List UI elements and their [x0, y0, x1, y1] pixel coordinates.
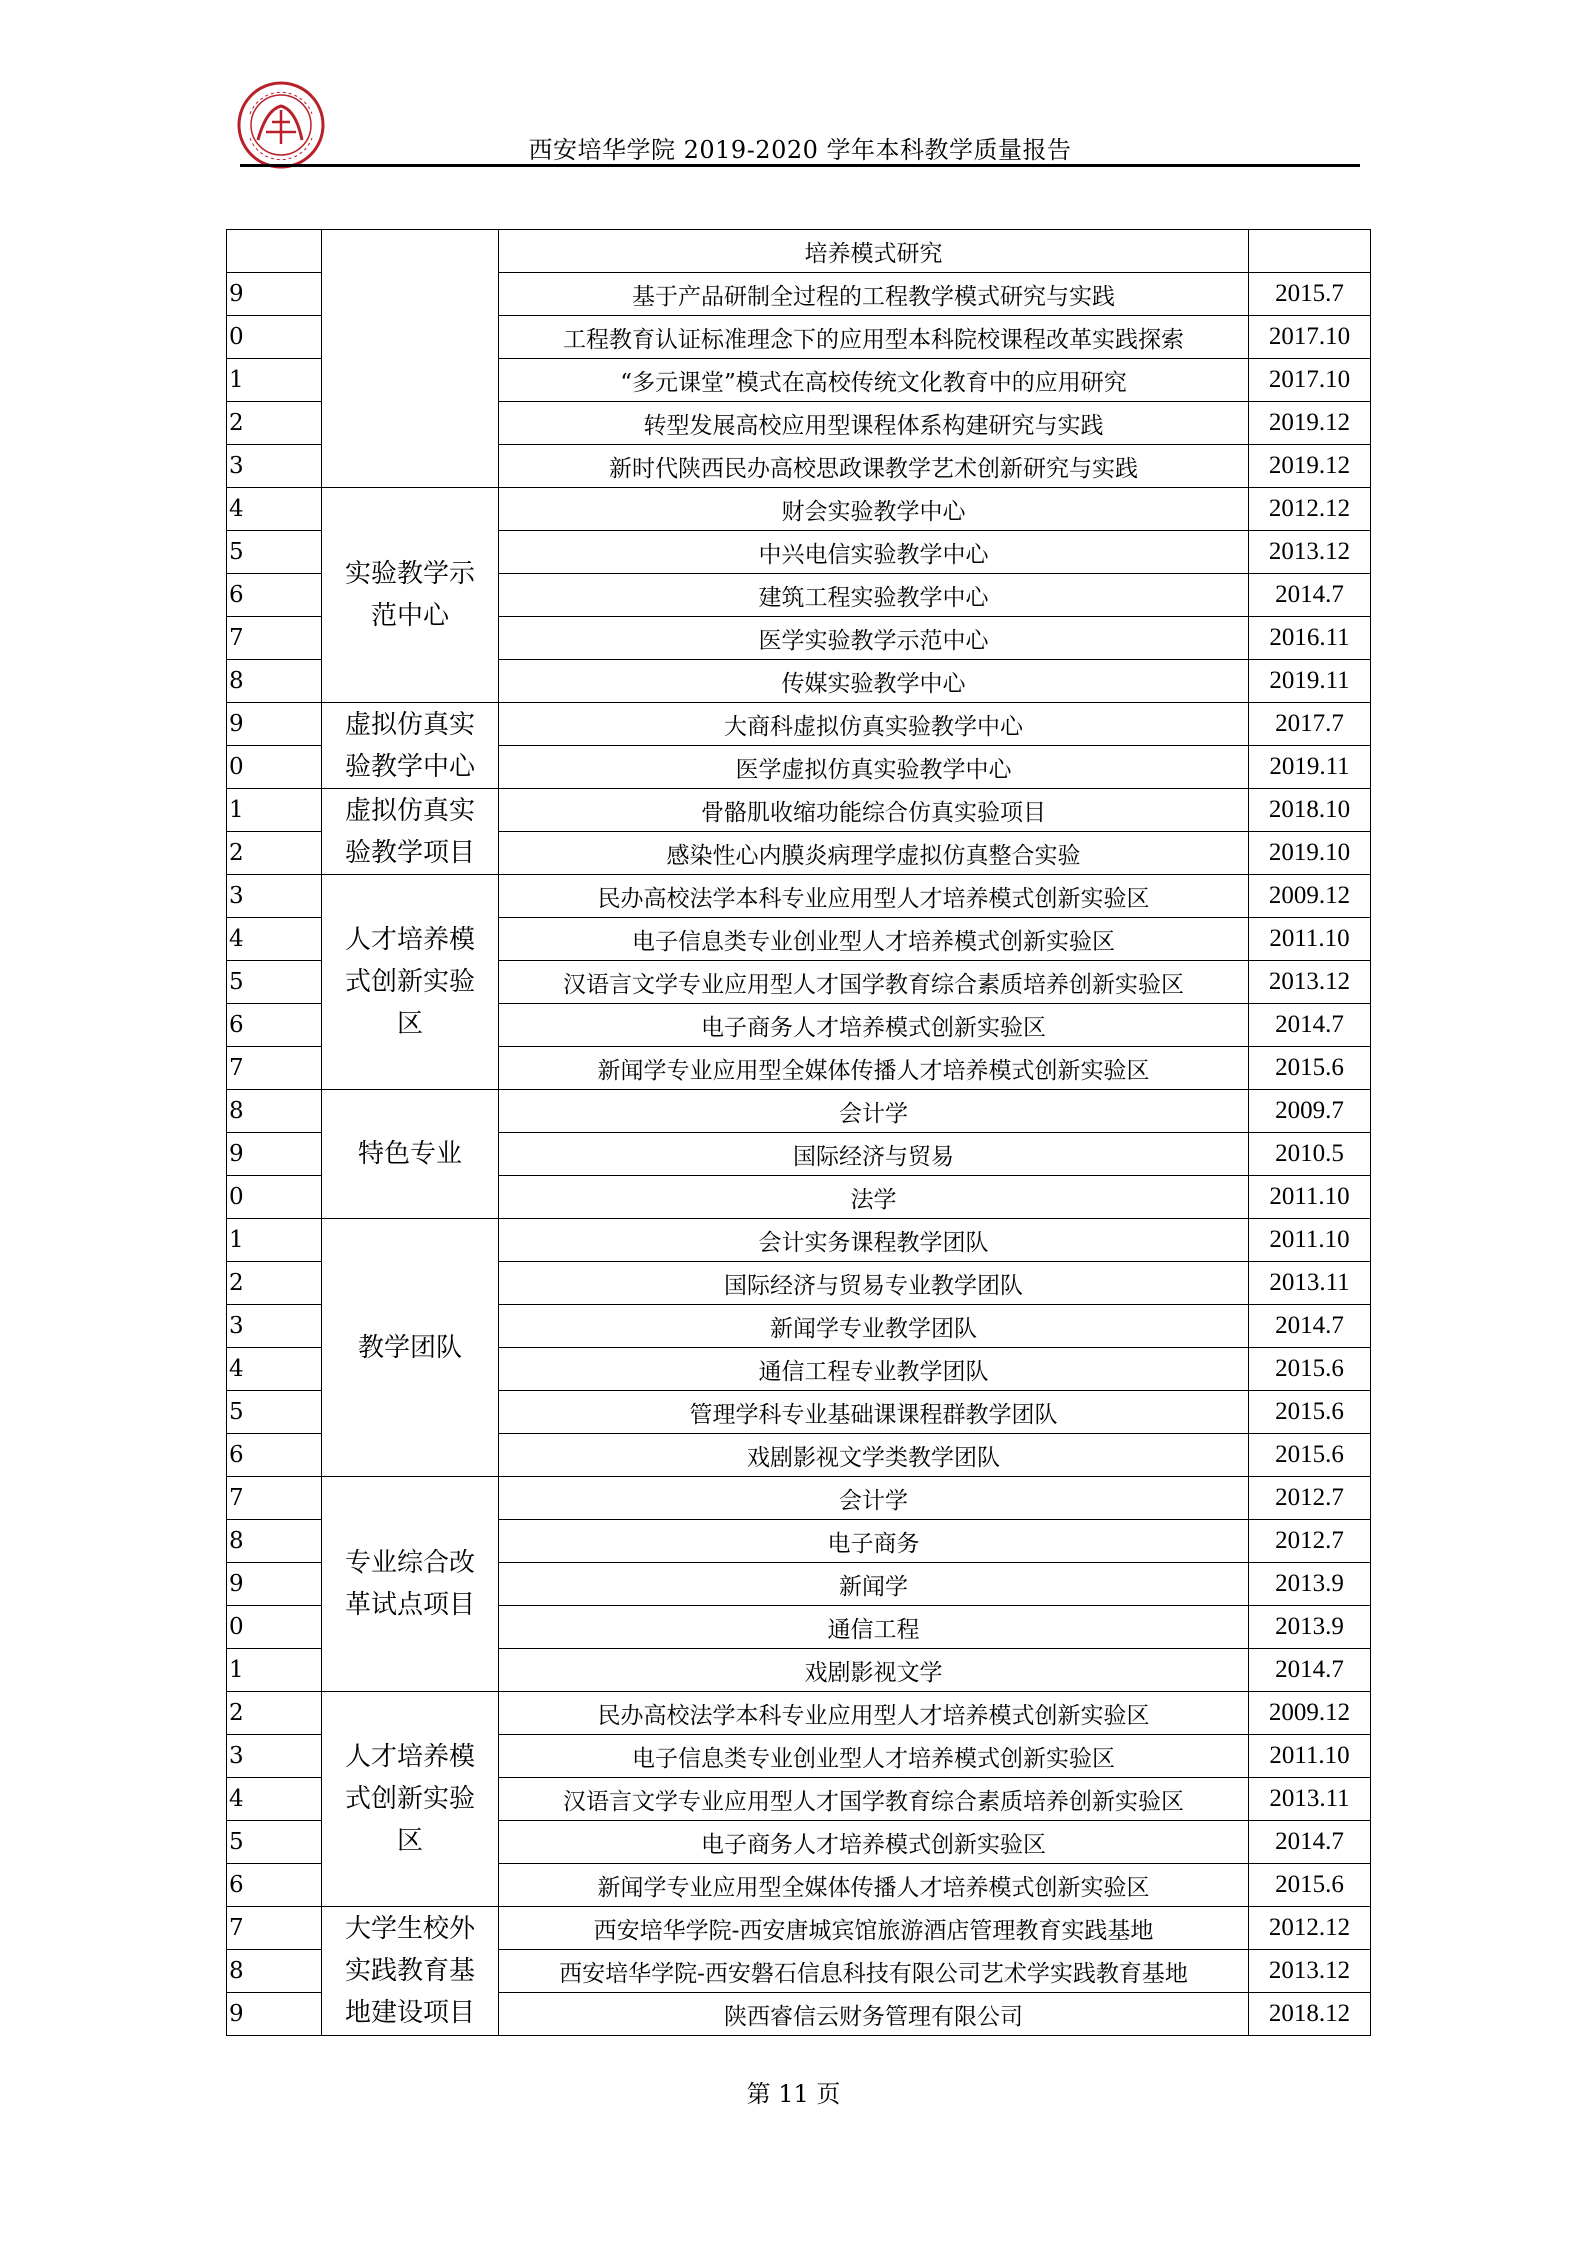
approval-date-cell: 2011.10	[1249, 1219, 1371, 1262]
approval-date-cell: 2013.12	[1249, 531, 1371, 574]
row-number-cell: 2	[227, 402, 322, 445]
row-number-cell: 9	[227, 703, 322, 746]
row-number-cell: 9	[227, 1993, 322, 2036]
approval-date-cell: 2018.10	[1249, 789, 1371, 832]
approval-date-cell: 2011.10	[1249, 1735, 1371, 1778]
row-number-cell: 4	[227, 1348, 322, 1391]
project-name-cell: 戏剧影视文学	[499, 1649, 1249, 1692]
table-row	[227, 1219, 1371, 1262]
row-number-cell: 7	[227, 617, 322, 660]
project-name-cell: 国际经济与贸易专业教学团队	[499, 1262, 1249, 1305]
header-divider	[240, 164, 1360, 167]
report-header-title: 西安培华学院 2019-2020 学年本科教学质量报告	[528, 136, 1072, 164]
row-number-cell: 3	[227, 1735, 322, 1778]
project-name-cell: 民办高校法学本科专业应用型人才培养模式创新实验区	[499, 1692, 1249, 1735]
project-name-cell: 新闻学专业教学团队	[499, 1305, 1249, 1348]
approval-date-cell: 2019.11	[1249, 660, 1371, 703]
project-name-cell: 电子商务人才培养模式创新实验区	[499, 1004, 1249, 1047]
table-row	[227, 488, 1371, 531]
row-number-cell: 4	[227, 918, 322, 961]
row-number-cell: 8	[227, 660, 322, 703]
approval-date-cell: 2011.10	[1249, 918, 1371, 961]
project-name-cell: 陕西睿信云财务管理有限公司	[499, 1993, 1249, 2036]
project-name-cell: 新闻学专业应用型全媒体传播人才培养模式创新实验区	[499, 1864, 1249, 1907]
approval-date-cell: 2009.7	[1249, 1090, 1371, 1133]
category-cell: 人才培养模式创新实验区	[322, 1692, 499, 1907]
row-number-cell: 9	[227, 1563, 322, 1606]
row-number-cell: 6	[227, 574, 322, 617]
project-name-cell: 培养模式研究	[499, 230, 1249, 273]
project-name-cell: 会计实务课程教学团队	[499, 1219, 1249, 1262]
approval-date-cell: 2012.12	[1249, 1907, 1371, 1950]
approval-date-cell: 2009.12	[1249, 875, 1371, 918]
table-row	[227, 875, 1371, 918]
category-cell: 实验教学示范中心	[322, 488, 499, 703]
approval-date-cell: 2014.7	[1249, 1004, 1371, 1047]
project-name-cell: 工程教育认证标准理念下的应用型本科院校课程改革实践探索	[499, 316, 1249, 359]
row-number-cell: 3	[227, 1305, 322, 1348]
approval-date-cell: 2018.12	[1249, 1993, 1371, 2036]
project-name-cell: 汉语言文学专业应用型人才国学教育综合素质培养创新实验区	[499, 961, 1249, 1004]
row-number-cell: 1	[227, 789, 322, 832]
approval-date-cell: 2009.12	[1249, 1692, 1371, 1735]
row-number-cell: 1	[227, 359, 322, 402]
approval-date-cell: 2014.7	[1249, 1649, 1371, 1692]
table-row	[227, 230, 1371, 273]
project-name-cell: 汉语言文学专业应用型人才国学教育综合素质培养创新实验区	[499, 1778, 1249, 1821]
category-cell	[322, 230, 499, 488]
project-name-cell: 建筑工程实验教学中心	[499, 574, 1249, 617]
project-name-cell: 中兴电信实验教学中心	[499, 531, 1249, 574]
row-number-cell: 9	[227, 1133, 322, 1176]
project-name-cell: 医学实验教学示范中心	[499, 617, 1249, 660]
project-name-cell: 电子信息类专业创业型人才培养模式创新实验区	[499, 1735, 1249, 1778]
achievement-table-body	[227, 230, 1371, 2036]
project-name-cell: 新闻学专业应用型全媒体传播人才培养模式创新实验区	[499, 1047, 1249, 1090]
row-number-cell: 2	[227, 832, 322, 875]
project-name-cell: 国际经济与贸易	[499, 1133, 1249, 1176]
approval-date-cell: 2014.7	[1249, 1305, 1371, 1348]
project-name-cell: 大商科虚拟仿真实验教学中心	[499, 703, 1249, 746]
approval-date-cell: 2013.9	[1249, 1606, 1371, 1649]
row-number-cell: 6	[227, 1864, 322, 1907]
project-name-cell: 财会实验教学中心	[499, 488, 1249, 531]
project-name-cell: 会计学	[499, 1090, 1249, 1133]
table-row	[227, 1090, 1371, 1133]
row-number-cell: 0	[227, 1606, 322, 1649]
approval-date-cell: 2019.12	[1249, 402, 1371, 445]
row-number-cell: 0	[227, 746, 322, 789]
approval-date-cell: 2012.12	[1249, 488, 1371, 531]
row-number-cell: 3	[227, 445, 322, 488]
approval-date-cell: 2015.6	[1249, 1864, 1371, 1907]
row-number-cell: 7	[227, 1047, 322, 1090]
project-name-cell: 新闻学	[499, 1563, 1249, 1606]
approval-date-cell: 2013.12	[1249, 1950, 1371, 1993]
approval-date-cell: 2012.7	[1249, 1477, 1371, 1520]
row-number-cell: 9	[227, 273, 322, 316]
category-cell: 专业综合改革试点项目	[322, 1477, 499, 1692]
row-number-cell: 0	[227, 316, 322, 359]
category-cell: 特色专业	[322, 1090, 499, 1219]
project-name-cell: “多元课堂”模式在高校传统文化教育中的应用研究	[499, 359, 1249, 402]
table-row	[227, 1692, 1371, 1735]
category-cell: 教学团队	[322, 1219, 499, 1477]
row-number-cell: 8	[227, 1090, 322, 1133]
approval-date-cell: 2019.12	[1249, 445, 1371, 488]
approval-date-cell: 2016.11	[1249, 617, 1371, 660]
approval-date-cell: 2019.10	[1249, 832, 1371, 875]
project-name-cell: 通信工程专业教学团队	[499, 1348, 1249, 1391]
row-number-cell: 2	[227, 1692, 322, 1735]
approval-date-cell	[1249, 230, 1371, 273]
category-cell: 虚拟仿真实验教学项目	[322, 789, 499, 875]
project-name-cell: 戏剧影视文学类教学团队	[499, 1434, 1249, 1477]
row-number-cell: 4	[227, 1778, 322, 1821]
page-number: 第 11 页	[746, 2080, 841, 2108]
approval-date-cell: 2011.10	[1249, 1176, 1371, 1219]
category-cell: 人才培养模式创新实验区	[322, 875, 499, 1090]
project-name-cell: 西安培华学院-西安磐石信息科技有限公司艺术学实践教育基地	[499, 1950, 1249, 1993]
approval-date-cell: 2015.6	[1249, 1434, 1371, 1477]
row-number-cell: 7	[227, 1477, 322, 1520]
approval-date-cell: 2015.6	[1249, 1391, 1371, 1434]
project-name-cell: 感染性心内膜炎病理学虚拟仿真整合实验	[499, 832, 1249, 875]
row-number-cell: 1	[227, 1649, 322, 1692]
approval-date-cell: 2017.10	[1249, 359, 1371, 402]
approval-date-cell: 2014.7	[1249, 1821, 1371, 1864]
category-cell: 虚拟仿真实验教学中心	[322, 703, 499, 789]
project-name-cell: 医学虚拟仿真实验教学中心	[499, 746, 1249, 789]
row-number-cell: 5	[227, 1391, 322, 1434]
approval-date-cell: 2012.7	[1249, 1520, 1371, 1563]
approval-date-cell: 2015.6	[1249, 1047, 1371, 1090]
row-number-cell: 6	[227, 1434, 322, 1477]
approval-date-cell: 2015.6	[1249, 1348, 1371, 1391]
approval-date-cell: 2015.7	[1249, 273, 1371, 316]
row-number-cell: 5	[227, 1821, 322, 1864]
approval-date-cell: 2013.11	[1249, 1262, 1371, 1305]
achievement-table	[226, 229, 1371, 2036]
row-number-cell: 5	[227, 531, 322, 574]
project-name-cell: 电子商务人才培养模式创新实验区	[499, 1821, 1249, 1864]
approval-date-cell: 2017.7	[1249, 703, 1371, 746]
project-name-cell: 骨骼肌收缩功能综合仿真实验项目	[499, 789, 1249, 832]
project-name-cell: 转型发展高校应用型课程体系构建研究与实践	[499, 402, 1249, 445]
row-number-cell: 6	[227, 1004, 322, 1047]
project-name-cell: 民办高校法学本科专业应用型人才培养模式创新实验区	[499, 875, 1249, 918]
project-name-cell: 西安培华学院-西安唐城宾馆旅游酒店管理教育实践基地	[499, 1907, 1249, 1950]
approval-date-cell: 2013.11	[1249, 1778, 1371, 1821]
table-row	[227, 789, 1371, 832]
row-number-cell: 2	[227, 1262, 322, 1305]
approval-date-cell: 2013.12	[1249, 961, 1371, 1004]
row-number-cell	[227, 230, 322, 273]
row-number-cell: 7	[227, 1907, 322, 1950]
row-number-cell: 8	[227, 1520, 322, 1563]
project-name-cell: 电子信息类专业创业型人才培养模式创新实验区	[499, 918, 1249, 961]
row-number-cell: 5	[227, 961, 322, 1004]
approval-date-cell: 2019.11	[1249, 746, 1371, 789]
project-name-cell: 管理学科专业基础课课程群教学团队	[499, 1391, 1249, 1434]
project-name-cell: 基于产品研制全过程的工程教学模式研究与实践	[499, 273, 1249, 316]
approval-date-cell: 2017.10	[1249, 316, 1371, 359]
table-row	[227, 703, 1371, 746]
approval-date-cell: 2010.5	[1249, 1133, 1371, 1176]
approval-date-cell: 2013.9	[1249, 1563, 1371, 1606]
project-name-cell: 新时代陕西民办高校思政课教学艺术创新研究与实践	[499, 445, 1249, 488]
row-number-cell: 1	[227, 1219, 322, 1262]
project-name-cell: 会计学	[499, 1477, 1249, 1520]
category-cell: 大学生校外实践教育基地建设项目	[322, 1907, 499, 2036]
project-name-cell: 法学	[499, 1176, 1249, 1219]
table-row	[227, 1477, 1371, 1520]
project-name-cell: 电子商务	[499, 1520, 1249, 1563]
row-number-cell: 3	[227, 875, 322, 918]
project-name-cell: 传媒实验教学中心	[499, 660, 1249, 703]
table-row	[227, 1907, 1371, 1950]
project-name-cell: 通信工程	[499, 1606, 1249, 1649]
approval-date-cell: 2014.7	[1249, 574, 1371, 617]
row-number-cell: 4	[227, 488, 322, 531]
row-number-cell: 8	[227, 1950, 322, 1993]
row-number-cell: 0	[227, 1176, 322, 1219]
